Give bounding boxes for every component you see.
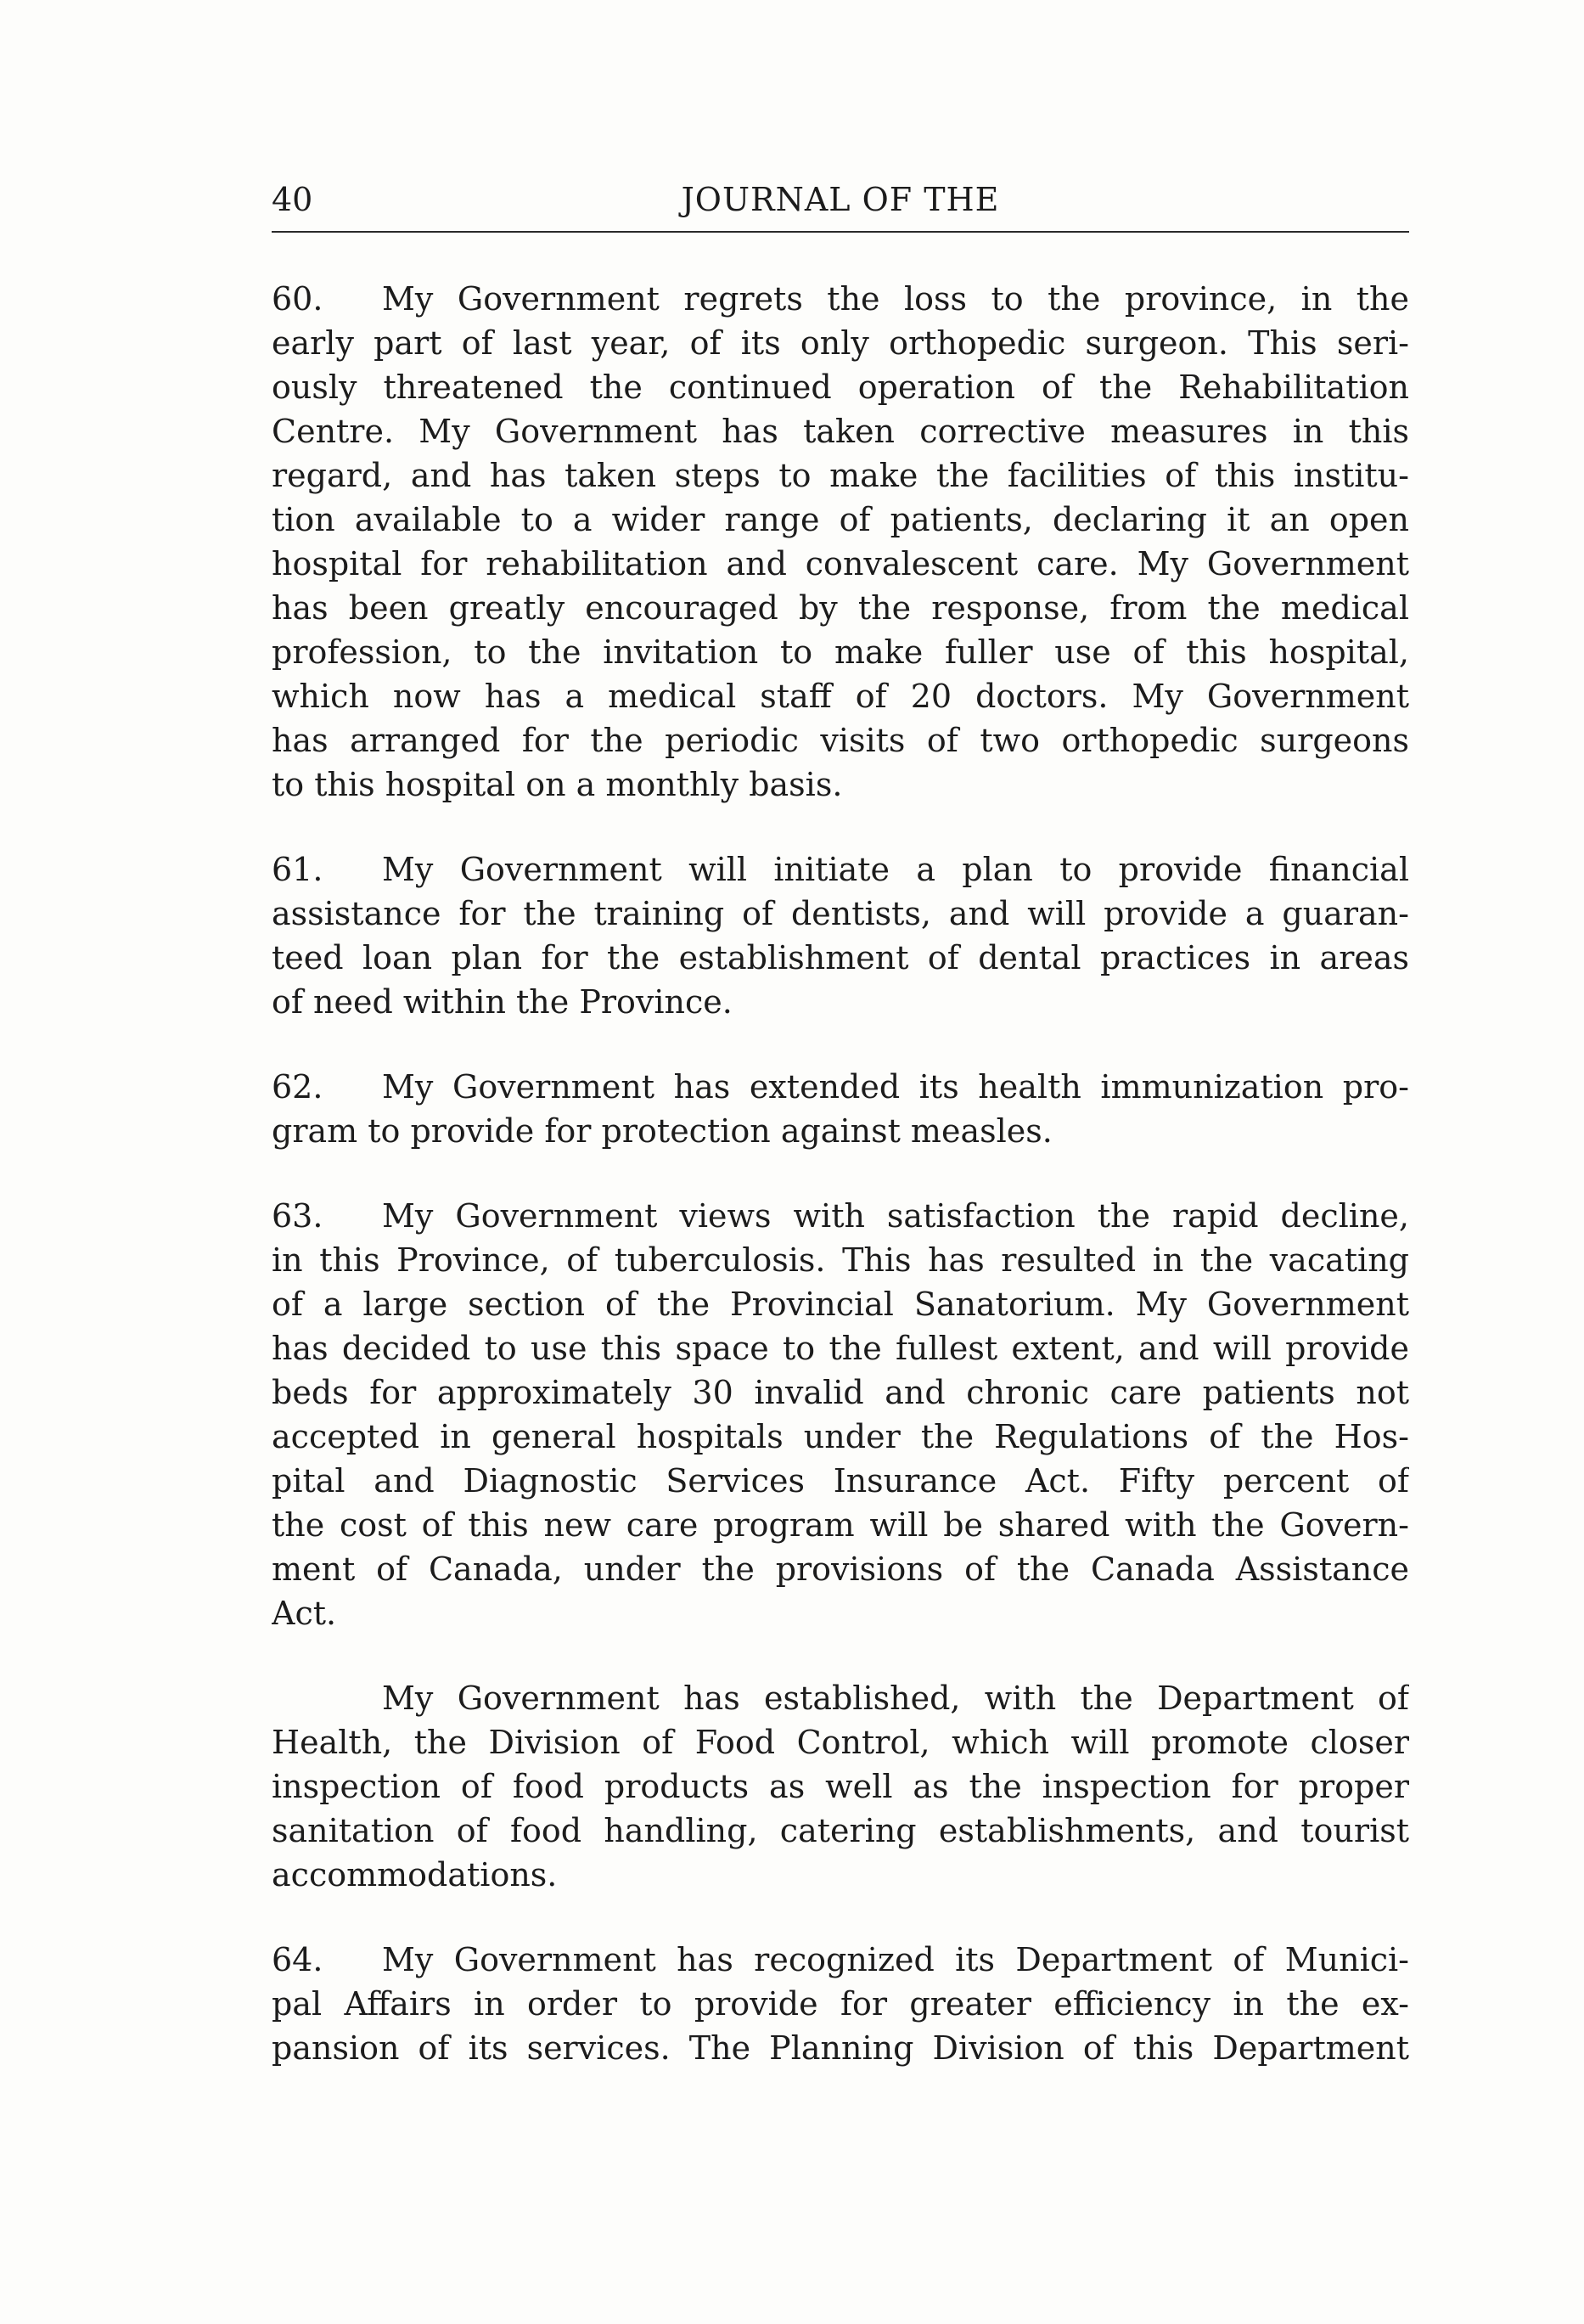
text-line: pital and Diagnostic Services Insurance Act. Fifty percent of — [272, 1462, 1409, 1500]
text-line: hospital for rehabilitation and convalescent care. My Government — [272, 545, 1409, 582]
text-line: 62. My Government has extended its health immunization pro- — [272, 1065, 1409, 1109]
text-line: Health, the Division of Food Control, which will promote closer — [272, 1724, 1409, 1761]
paragraph-number: 63. — [272, 1197, 323, 1235]
paragraph-61 — [272, 847, 1409, 1024]
text-line: has decided to use this space to the fullest extent, and will provide — [272, 1330, 1409, 1367]
text-line: tion available to a wider range of patients, declaring it an open — [272, 501, 1409, 538]
text-line: My Government has established, with the Department of — [382, 1680, 1409, 1717]
journal-title: JOURNAL OF THE — [681, 181, 1000, 218]
text-line: accommodations. — [272, 1856, 558, 1894]
paragraph-food-control — [272, 1676, 1409, 1897]
header-rule — [272, 231, 1409, 233]
text-line: which now has a medical staff of 20 doctors. My Government — [272, 678, 1409, 715]
text-line: regard, and has taken steps to make the facilities of this institu- — [272, 457, 1409, 494]
paragraph-64 — [272, 1938, 1409, 2070]
paragraph-number: 62. — [272, 1068, 323, 1106]
paragraph-62 — [272, 1065, 1409, 1153]
text-line: in this Province, of tuberculosis. This has resulted in the vacating — [272, 1241, 1409, 1279]
text-line: of need within the Province. — [272, 983, 733, 1021]
text-line: the cost of this new care program will be shared with the Govern- — [272, 1506, 1409, 1544]
text-line: 61. My Government will initiate a plan to provide financial — [272, 847, 1409, 892]
running-head — [272, 174, 1409, 225]
text-line: Centre. My Government has taken corrective measures in this — [272, 413, 1409, 450]
text-line: of a large section of the Provincial Sanatorium. My Government — [272, 1286, 1409, 1323]
paragraph-60 — [272, 277, 1409, 807]
text-line: gram to provide for protection against measles. — [272, 1112, 1053, 1150]
text-line: early part of last year, of its only orthopedic surgeon. This seri- — [272, 324, 1409, 362]
text-line: ment of Canada, under the provisions of the Canada Assistance — [272, 1550, 1409, 1588]
text-line: teed loan plan for the establishment of dental practices in areas — [272, 939, 1409, 976]
text-line: pal Affairs in order to provide for greater efficiency in the ex- — [272, 1985, 1409, 2023]
text-line: profession, to the invitation to make fuller use of this hospital, — [272, 633, 1409, 671]
text-line: inspection of food products as well as the inspection for proper — [272, 1768, 1409, 1805]
text-line: 64. My Government has recognized its Department of Munici- — [272, 1938, 1409, 1982]
text-line: beds for approximately 30 invalid and chronic care patients not — [272, 1374, 1409, 1411]
text-line: sanitation of food handling, catering establishments, and tourist — [272, 1812, 1409, 1849]
text-line: assistance for the training of dentists, and will provide a guaran- — [272, 895, 1409, 932]
text-line: 60. My Government regrets the loss to the province, in the — [272, 277, 1409, 321]
paragraph-63 — [272, 1194, 1409, 1635]
page-number: 40 — [272, 181, 313, 218]
text-line: pansion of its services. The Planning Division of this Department — [272, 2029, 1409, 2067]
paragraph-number: 64. — [272, 1941, 323, 1978]
text-line: has been greatly encouraged by the response, from the medical — [272, 589, 1409, 627]
text-line: accepted in general hospitals under the Regulations of the Hos- — [272, 1418, 1409, 1455]
text-line: has arranged for the periodic visits of two orthopedic surgeons — [272, 722, 1409, 759]
text-line: ously threatened the continued operation of the Rehabilitation — [272, 369, 1409, 406]
text-line: Act. — [272, 1595, 337, 1632]
paragraph-number: 61. — [272, 851, 323, 888]
text-line: to this hospital on a monthly basis. — [272, 766, 843, 803]
body-text — [272, 277, 1409, 2111]
paragraph-number: 60. — [272, 280, 323, 318]
text-line: 63. My Government views with satisfaction the rapid decline, — [272, 1194, 1409, 1238]
